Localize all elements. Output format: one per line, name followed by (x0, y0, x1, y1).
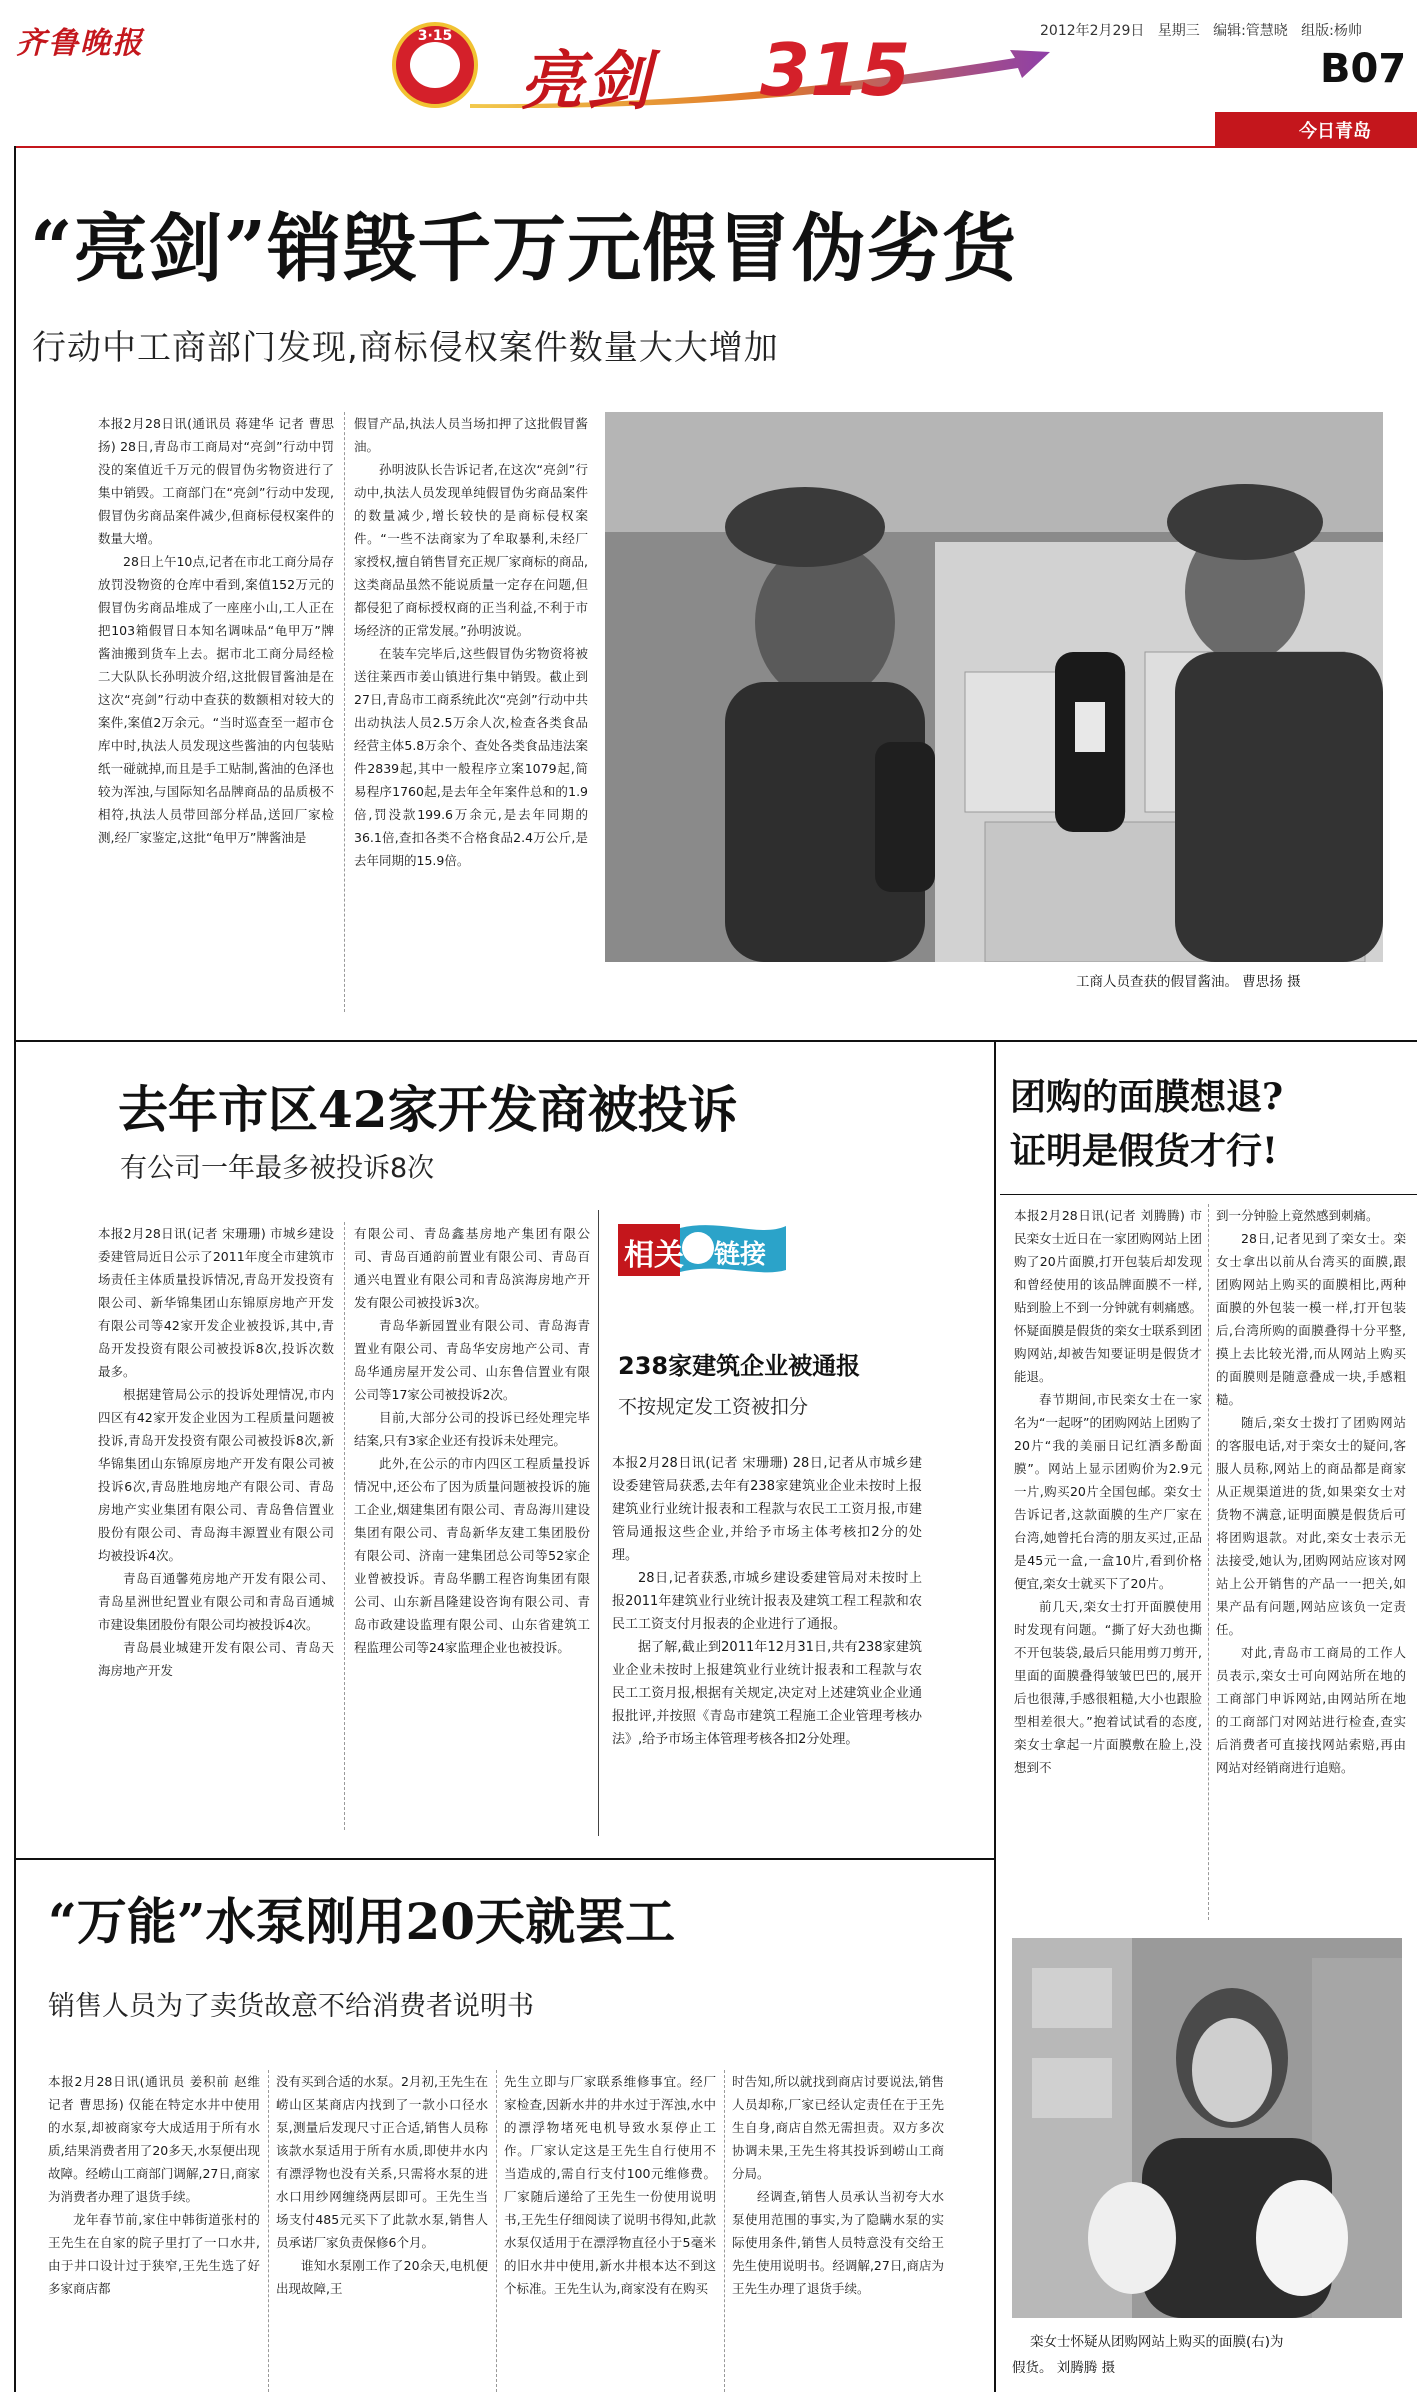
developer-para: 有限公司、青岛鑫基房地产集团有限公司、青岛百通韵前置业有限公司、青岛百通兴电置业有限公司和青岛滨海房地产开发有限公司被投诉3次。 (354, 1226, 590, 1310)
page-meta (1040, 20, 1362, 40)
mask-para: 到一分钟脸上竟然感到刺痛。 (1216, 1208, 1379, 1223)
developer-subhead: 有公司一年最多被投诉8次 (120, 1153, 435, 1184)
pump-column-1 (48, 2070, 260, 2392)
pump-para: 没有买到合适的水泵。2月初,王先生在崂山区某商店内找到了一款小口径水泵,测量后发现尺寸正合适,销售人员称该款水泵适用于所有水质,即使井水内有漂浮物也没有关系,只需将水泵的进水口用纱网缠绕两层即可。王先生当场支付485元买下了此款水泵,销售人员承诺厂家负责保修6个月。 (276, 2074, 488, 2250)
lead-para: 本报2月28日讯(通讯员 蒋建华 记者 曹思扬) 28日,青岛市工商局对“亮剑”行动中罚没的案值近千万元的假冒伪劣物资进行了集中销毁。工商部门在“亮剑”行动中发现,假冒伪劣商品案件减少,但商标侵权案件的数量大增。 (98, 416, 334, 546)
mask-para: 对此,青岛市工商局的工作人员表示,栾女士可向网站所在地的工商部门申诉网站,由网站所在地的工商部门对网站进行检查,查实后消费者可直接找网站索赔,再由网站对经销商进行追赔。 (1216, 1645, 1406, 1775)
related-title: 238家建筑企业被通报 (618, 1352, 861, 1380)
pump-para: 经调查,销售人员承认当初夸大水泵使用范围的事实,为了隐瞒水泵的实际使用条件,销售人员特意没有交给王先生使用说明书。经调解,27日,商店为王先生办理了退货手续。 (732, 2189, 944, 2296)
column-divider (1208, 1204, 1209, 1920)
developer-para: 青岛晨业城建开发有限公司、青岛天海房地产开发 (98, 1640, 334, 1678)
column-divider (344, 412, 345, 1012)
developer-headline: 去年市区42家开发商被投诉 (118, 1080, 738, 1139)
developer-para: 青岛百通馨苑房地产开发有限公司、青岛星洲世纪置业有限公司和青岛百通城市建设集团股份有限公司均被投诉4次。 (98, 1571, 334, 1632)
developer-column-2 (354, 1222, 590, 1830)
column-divider (268, 2070, 269, 2392)
left-frame-rule (14, 146, 16, 2392)
consumer-day-logo-icon (392, 22, 478, 108)
pump-para: 谁知水泵刚工作了20余天,电机便出现故障,王 (276, 2258, 488, 2296)
pump-para: 本报2月28日讯(通讯员 姜积前 赵维 记者 曹思扬) 仅能在特定水井中使用的水泵,却被商家夸大成适用于所有水质,结果消费者用了20多天,水泵便出现故障。经崂山工商部门调解,27日,商家为消费者办理了退货手续。 (48, 2074, 260, 2204)
logo-text: 3·15 (417, 28, 453, 44)
lead-column-2 (354, 412, 588, 1012)
pump-para: 先生立即与厂家联系维修事宜。经厂家检查,因新水井的井水过于浑浊,水中的漂浮物堵死电机导致水泵停止工作。厂家认定这是王先生自行使用不当造成的,需自行支付100元维修费。厂家随后递给了王先生一份使用说明书,王先生仔细阅读了说明书得知,此款水泵仅适用于在漂浮物直径小于5毫米的旧水井中使用,新水井根本达不到这个标准。王先生认为,商家没有在购买 (504, 2074, 716, 2296)
lead-photo (605, 412, 1383, 962)
lead-para: 假冒产品,执法人员当场扣押了这批假冒酱油。 (354, 416, 588, 454)
related-body (612, 1452, 922, 1820)
mask-para: 前几天,栾女士打开面膜使用时发现有问题。“撕了好大劲也撕不开包装袋,最后只能用剪刀剪开,里面的面膜叠得皱皱巴巴的,展开后也很薄,手感很粗糙,大小也跟脸型相差很大。”抱着试试看的态度,栾女士拿起一片面膜敷在脸上,没想到不 (1014, 1599, 1202, 1775)
column-divider (724, 2070, 725, 2392)
pump-para: 时告知,所以就找到商店讨要说法,销售人员却称,厂家已经认定责任在于王先生自身,商店自然无需担责。双方多次协调未果,王先生将其投诉到崂山工商分局。 (732, 2074, 944, 2181)
mask-para: 春节期间,市民栾女士在一家名为“一起呀”的团购网站上团购了20片“我的美丽日记红酒多酚面膜”。网站上显示团购价为2.9元一片,购买20片全国包邮。栾女士告诉记者,这款面膜的生产厂家在台湾,她曾托台湾的朋友买过,正品是45元一盒,一盒10片,看到价格便宜,栾女士就买下了20片。 (1014, 1392, 1202, 1591)
related-badge (610, 1218, 790, 1280)
mask-column-2 (1216, 1204, 1406, 1920)
section-rule (14, 1040, 1417, 1042)
mask-headline-2: 证明是假货才行! (1010, 1130, 1278, 1172)
developer-column-1 (98, 1222, 334, 1830)
pump-headline: “万能”水泵刚用20天就罢工 (48, 1892, 676, 1951)
mask-head-rule (1000, 1194, 1417, 1195)
woman-holding-masks-image (1012, 1938, 1402, 2318)
column-title: 亮剑 (520, 44, 652, 119)
lead-headline: “亮剑”销毁千万元假冒伪劣货 (30, 206, 1018, 292)
mask-para: 28日,记者见到了栾女士。栾女士拿出以前从台湾买的面膜,跟团购网站上购买的面膜相比,两种面膜的外包装一模一样,打开包装后,台湾所购的面膜叠得十分平整,摸上去比较光滑,而从网站上购买的面膜则是随意叠成一块,手感粗糙。 (1216, 1231, 1406, 1407)
lead-subhead: 行动中工商部门发现,商标侵权案件数量大大增加 (32, 328, 779, 368)
developer-para: 根据建管局公示的投诉处理情况,市内四区有42家开发企业因为工程质量问题被投诉,青岛开发投资有限公司被投诉8次,新华锦集团山东锦原房地产开发有限公司被投诉6次,青岛胜地房地产有限公司、青岛房地产实业集团有限公司、青岛鲁信置业股份有限公司、青岛海丰源置业有限公司均被投诉4次。 (98, 1387, 334, 1563)
pump-column-4 (732, 2070, 944, 2392)
mask-para: 随后,栾女士拨打了团购网站的客服电话,对于栾女士的疑问,客服人员称,网站上的商品都是商家从正规渠道进的货,如果栾女士对货物不满意,证明面膜是假货后可将团购退款。对此,栾女士表示无法接受,她认为,团购网站应该对网站上公开销售的产品一一把关,如果产品有问题,网站应该负一定责任。 (1216, 1415, 1406, 1637)
developer-para: 青岛华新园置业有限公司、青岛海青置业有限公司、青岛华安房地产公司、青岛华通房屋开发公司、山东鲁信置业有限公司等17家公司被投诉2次。 (354, 1318, 590, 1402)
mask-headline-1: 团购的面膜想退? (1010, 1076, 1284, 1118)
page-layout-editor: 组版:杨帅 (1301, 23, 1362, 39)
mask-photo-caption-1: 栾女士怀疑从团购网站上购买的面膜(右)为 (1030, 2334, 1284, 2350)
related-subtitle: 不按规定发工资被扣分 (618, 1396, 809, 1418)
column-number: 315 (760, 28, 911, 112)
top-rule (14, 146, 1417, 148)
lead-para: 在装车完毕后,这些假冒伪劣物资将被送往莱西市姜山镇进行集中销毁。截止到27日,青岛市工商系统此次“亮剑”行动中共出动执法人员2.5万余人次,检查各类食品经营主体5.8万余个、查处各类食品违法案件2839起,其中一般程序立案1079起,简易程序1760起,是去年全年案件总和的1.9倍,罚没款199.6万余元,是去年同期的36.1倍,查扣各类不合格食品2.4万公斤,是去年同期的15.9倍。 (354, 646, 588, 868)
badge-word-a: 相关 (624, 1238, 684, 1273)
mask-photo (1012, 1938, 1402, 2318)
pump-column-2 (276, 2070, 488, 2392)
column-divider (344, 1222, 345, 1830)
column-divider (496, 2070, 497, 2392)
related-para: 本报2月28日讯(记者 宋珊珊) 28日,记者从市城乡建设委建管局获悉,去年有238家建筑业企业未按时上报建筑业行业统计报表和工程款与农民工工资月报,市建管局通报这些企业,并给予市场主体考核扣2分的处理。 (612, 1456, 922, 1563)
page-number: B07 (1320, 46, 1407, 92)
officers-inspecting-soy-sauce-image (605, 412, 1383, 962)
related-para: 28日,记者获悉,市城乡建设委建管局对未按时上报2011年建筑业行业统计报表及建筑工程工程款和农民工工资支付月报表的企业进行了通报。 (612, 1571, 922, 1632)
lead-column-1 (98, 412, 334, 1032)
page-date: 2012年2月29日 (1040, 23, 1145, 39)
section-rule (14, 1858, 994, 1860)
mask-column-1 (1014, 1204, 1202, 1920)
developer-para: 本报2月28日讯(记者 宋珊珊) 市城乡建设委建管局近日公示了2011年度全市建筑市场责任主体质量投诉情况,青岛开发投资有限公司、新华锦集团山东锦原房地产开发有限公司等42家开发企业被投诉,其中,青岛开发投资有限公司被投诉8次,投诉次数最多。 (98, 1226, 334, 1379)
lead-photo-caption: 工商人员查获的假冒酱油。 曹思扬 摄 (1076, 974, 1301, 990)
page-weekday: 星期三 (1157, 23, 1200, 39)
developer-para: 此外,在公示的市内四区工程质量投诉情况中,还公布了因为质量问题被投诉的施工企业,烟建集团有限公司、青岛海川建设集团有限公司、青岛新华友建工集团股份有限公司、济南一建集团总公司等52家企业曾被投诉。青岛华鹏工程咨询集团有限公司、山东新昌隆建设咨询有限公司、青岛市政建设监理有限公司、山东省建筑工程监理公司等24家监理企业也被投诉。 (354, 1456, 590, 1655)
newspaper-brand: 齐鲁晚报 (16, 26, 144, 61)
page-editor: 编辑:管慧晓 (1213, 23, 1288, 39)
related-para: 据了解,截止到2011年12月31日,共有238家建筑业企业未按时上报建筑业行业统计报表和工程款与农民工工资月报,根据有关规定,决定对上述建筑业企业通报批评,并按照《青岛市建筑工程施工企业管理考核办法》,给予市场主体管理考核各扣2分处理。 (612, 1640, 922, 1747)
pump-subhead: 销售人员为了卖货故意不给消费者说明书 (48, 1991, 534, 2022)
right-column-rule (994, 1040, 996, 2392)
pump-column-3 (504, 2070, 716, 2392)
pump-para: 龙年春节前,家住中韩街道张村的王先生在自家的院子里打了一口水井,由于井口设计过于狭窄,王先生选了好多家商店都 (48, 2212, 260, 2296)
lead-para: 28日上午10点,记者在市北工商分局存放罚没物资的仓库中看到,案值152万元的假冒伪劣商品堆成了一座座小山,工人正在把103箱假冒日本知名调味品“龟甲万”牌酱油搬到货车上去。据市北工商分局经检二大队队长孙明波介绍,这批假冒酱油是在这次“亮剑”行动中查获的数额相对较大的案件,案值2万余元。“当时巡查至一超市仓库中时,执法人员发现这些酱油的内包装贴纸一碰就掉,而且是手工贴制,酱油的色泽也较为浑浊,与国际知名品牌商品的品质极不相符,执法人员带回部分样品,送回厂家检测,经厂家鉴定,这批“龟甲万”牌酱油是 (98, 554, 334, 845)
mask-para: 本报2月28日讯(记者 刘腾腾) 市民栾女士近日在一家团购网站上团购了20片面膜,打开包装后却发现和曾经使用的该品牌面膜不一样,贴到脸上不到一分钟就有刺痛感。怀疑面膜是假货的栾女士联系到团购网站,却被告知要证明是假货才能退。 (1014, 1208, 1202, 1384)
lead-para: 孙明波队长告诉记者,在这次“亮剑”行动中,执法人员发现单纯假冒伪劣商品案件的数量减少,增长较快的是商标侵权案件。“一些不法商家为了牟取暴利,未经厂家授权,擅自销售冒充正规厂家商标的商品,这类商品虽然不能说质量一定存在问题,但都侵犯了商标授权商的正当利益,不利于市场经济的正常发展。”孙明波说。 (354, 462, 588, 638)
mask-photo-caption-2: 假货。 刘腾腾 摄 (1012, 2360, 1116, 2376)
badge-word-b: 链接 (714, 1240, 767, 1270)
section-label: 今日青岛 (1215, 112, 1417, 146)
developer-para: 目前,大部分公司的投诉已经处理完毕结案,只有3家企业还有投诉未处理完。 (354, 1410, 590, 1448)
